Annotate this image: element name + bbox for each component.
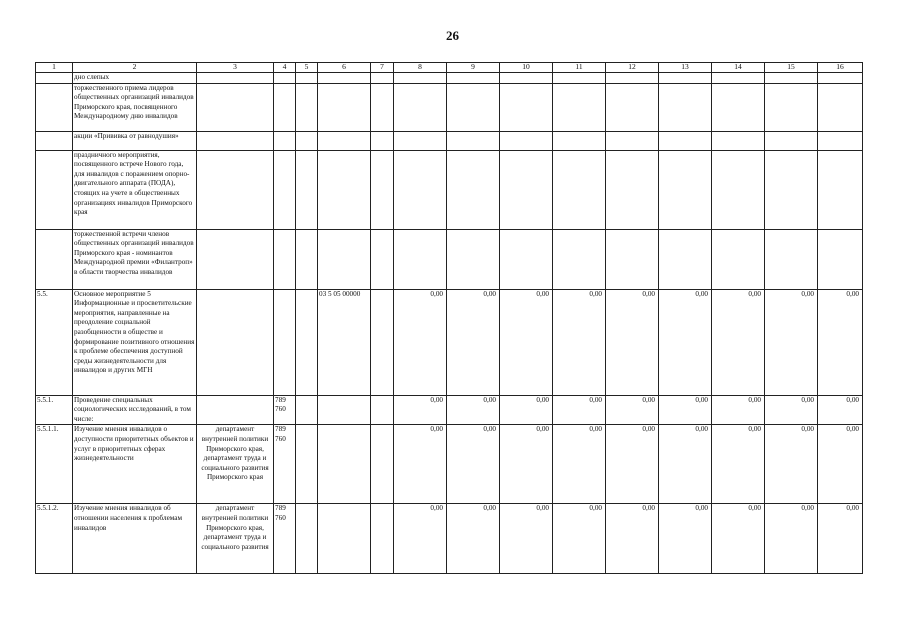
row-column-5: [296, 73, 318, 84]
row-name: Проведение специальных социологических исследований, в том числе:: [73, 395, 197, 425]
row-amount: [447, 150, 500, 229]
table-row: [36, 229, 863, 289]
table-row: [36, 150, 863, 229]
col-header: 4: [274, 63, 296, 73]
row-amount: 0,00: [765, 504, 818, 574]
row-amount: [712, 229, 765, 289]
row-amount: [659, 150, 712, 229]
row-column-4: [274, 83, 296, 131]
row-organization: [197, 150, 274, 229]
row-amount: [553, 83, 606, 131]
row-amount: [765, 73, 818, 84]
col-header: 13: [659, 63, 712, 73]
row-amount: [818, 73, 863, 84]
row-budget-code: [318, 73, 371, 84]
col-header: 6: [318, 63, 371, 73]
row-amount: 0,00: [659, 289, 712, 395]
row-organization: [197, 289, 274, 395]
col-header: 2: [73, 63, 197, 73]
row-amount: 0,00: [606, 289, 659, 395]
row-column-5: [296, 504, 318, 574]
row-amount: [500, 131, 553, 150]
row-column-5: [296, 83, 318, 131]
row-column-7: [371, 504, 394, 574]
row-amount: [765, 83, 818, 131]
row-code: [36, 83, 73, 131]
row-amount: [818, 131, 863, 150]
row-organization: [197, 73, 274, 84]
row-amount: 0,00: [606, 395, 659, 425]
row-amount: 0,00: [394, 289, 447, 395]
program-table: [35, 62, 863, 574]
row-amount: 0,00: [500, 289, 553, 395]
row-column-7: [371, 83, 394, 131]
row-amount: [447, 83, 500, 131]
row-amount: 0,00: [447, 289, 500, 395]
row-organization: [197, 131, 274, 150]
row-column-5: [296, 289, 318, 395]
row-amount: [394, 229, 447, 289]
row-column-4: [274, 131, 296, 150]
row-amount: 0,00: [553, 504, 606, 574]
row-amount: [659, 131, 712, 150]
row-column-5: [296, 150, 318, 229]
row-code: 5.5.1.1.: [36, 425, 73, 504]
row-organization: департамент внутренней политики Приморского края, департамент труда и социального развития: [197, 504, 274, 574]
row-amount: [447, 131, 500, 150]
col-header: 10: [500, 63, 553, 73]
row-column-7: [371, 150, 394, 229]
row-column-7: [371, 425, 394, 504]
row-code: [36, 73, 73, 84]
col-header: 1: [36, 63, 73, 73]
row-amount: 0,00: [553, 425, 606, 504]
row-budget-code: [318, 504, 371, 574]
row-amount: 0,00: [606, 425, 659, 504]
row-column-5: [296, 425, 318, 504]
row-amount: [553, 131, 606, 150]
row-amount: [394, 131, 447, 150]
row-amount: [606, 229, 659, 289]
row-amount: [500, 83, 553, 131]
row-amount: 0,00: [712, 504, 765, 574]
row-budget-code: [318, 229, 371, 289]
row-budget-code: [318, 425, 371, 504]
row-amount: [606, 83, 659, 131]
row-amount: 0,00: [765, 289, 818, 395]
row-column-7: [371, 131, 394, 150]
row-amount: [659, 73, 712, 84]
table-row: [36, 131, 863, 150]
row-amount: 0,00: [712, 289, 765, 395]
row-column-4: [274, 73, 296, 84]
row-name: дно слепых: [73, 73, 197, 84]
row-amount: [712, 131, 765, 150]
row-name: Изучение мнения инвалидов об отношении населения к проблемам инвалидов: [73, 504, 197, 574]
row-amount: 0,00: [818, 289, 863, 395]
row-budget-code: [318, 131, 371, 150]
row-code: [36, 131, 73, 150]
row-amount: 0,00: [818, 395, 863, 425]
row-amount: [712, 150, 765, 229]
table-row: [36, 289, 863, 395]
col-header: 16: [818, 63, 863, 73]
col-header: 15: [765, 63, 818, 73]
table-row: [36, 73, 863, 84]
row-budget-code: [318, 395, 371, 425]
row-amount: [394, 150, 447, 229]
table-row: [36, 425, 863, 504]
row-amount: [394, 83, 447, 131]
row-amount: [553, 229, 606, 289]
row-amount: 0,00: [500, 504, 553, 574]
row-amount: [394, 73, 447, 84]
row-amount: [606, 131, 659, 150]
row-name: Основное мероприятие 5 Информационные и просветительские мероприятия, направленные на преодоление социальной разобщенности в обществе и формирование позитивного отношения к проблеме обеспечения доступной среды жизнедеятельности для инвалидов и других МГН: [73, 289, 197, 395]
row-column-5: [296, 395, 318, 425]
col-header: 3: [197, 63, 274, 73]
row-code: 5.5.: [36, 289, 73, 395]
row-column-5: [296, 131, 318, 150]
row-amount: [818, 150, 863, 229]
row-budget-code: [318, 150, 371, 229]
row-amount: [712, 83, 765, 131]
row-amount: [765, 229, 818, 289]
col-header: 8: [394, 63, 447, 73]
row-name: торжественного приема лидеров общественных организаций инвалидов Приморского края, посвященного Международному дню инвалидов: [73, 83, 197, 131]
row-amount: 0,00: [447, 425, 500, 504]
row-amount: [765, 131, 818, 150]
row-organization: департамент внутренней политики Приморского края, департамент труда и социального развития Приморского края: [197, 425, 274, 504]
row-code: [36, 229, 73, 289]
table-row: [36, 83, 863, 131]
row-name: Изучение мнения инвалидов о доступности приоритетных объектов и услуг в приоритетных сферах жизнедеятельности: [73, 425, 197, 504]
row-organization: [197, 229, 274, 289]
table-row: [36, 395, 863, 425]
row-amount: [447, 229, 500, 289]
row-amount: [712, 73, 765, 84]
row-amount: 0,00: [606, 504, 659, 574]
row-column-5: [296, 229, 318, 289]
row-amount: 0,00: [447, 395, 500, 425]
row-amount: 0,00: [500, 425, 553, 504]
row-code: 5.5.1.: [36, 395, 73, 425]
row-code: 5.5.1.2.: [36, 504, 73, 574]
row-amount: [500, 229, 553, 289]
row-amount: [500, 73, 553, 84]
page-number: 26: [446, 28, 459, 43]
row-amount: 0,00: [818, 425, 863, 504]
row-amount: [553, 73, 606, 84]
row-name: праздничного мероприятия, посвященного встрече Нового года, для инвалидов с поражением опорно-двигательного аппарата (ПОДА), стоящих на учете в общественных организациях инвалидов Приморского края: [73, 150, 197, 229]
col-header: 12: [606, 63, 659, 73]
row-code: [36, 150, 73, 229]
row-column-7: [371, 73, 394, 84]
row-amount: 0,00: [500, 395, 553, 425]
col-header: 7: [371, 63, 394, 73]
col-header: 9: [447, 63, 500, 73]
row-amount: [500, 150, 553, 229]
row-column-4: 789 760: [274, 425, 296, 504]
header-row: [36, 63, 863, 73]
row-amount: [606, 73, 659, 84]
row-amount: 0,00: [659, 395, 712, 425]
row-amount: 0,00: [659, 425, 712, 504]
row-amount: [765, 150, 818, 229]
row-amount: [606, 150, 659, 229]
row-organization: [197, 83, 274, 131]
row-amount: [818, 229, 863, 289]
row-amount: [553, 150, 606, 229]
row-amount: 0,00: [394, 395, 447, 425]
row-column-4: [274, 150, 296, 229]
row-amount: 0,00: [394, 425, 447, 504]
row-column-4: [274, 289, 296, 395]
col-header: 14: [712, 63, 765, 73]
row-column-7: [371, 229, 394, 289]
row-amount: [659, 229, 712, 289]
row-amount: 0,00: [712, 425, 765, 504]
row-column-7: [371, 289, 394, 395]
col-header: 11: [553, 63, 606, 73]
row-column-4: 789 760: [274, 395, 296, 425]
row-column-4: [274, 229, 296, 289]
row-budget-code: 03 5 05 00000: [318, 289, 371, 395]
row-organization: [197, 395, 274, 425]
row-amount: 0,00: [447, 504, 500, 574]
row-amount: 0,00: [553, 289, 606, 395]
row-amount: [818, 83, 863, 131]
row-amount: [447, 73, 500, 84]
row-amount: 0,00: [712, 395, 765, 425]
row-name: акции «Прививка от равнодушия»: [73, 131, 197, 150]
row-amount: 0,00: [765, 395, 818, 425]
row-amount: [659, 83, 712, 131]
col-header: 5: [296, 63, 318, 73]
row-column-4: 789 760: [274, 504, 296, 574]
row-amount: 0,00: [659, 504, 712, 574]
row-amount: 0,00: [394, 504, 447, 574]
table-row: [36, 504, 863, 574]
row-budget-code: [318, 83, 371, 131]
row-name: торжественной встречи членов общественных организаций инвалидов Приморского края - номинантов Международной премии «Филантроп» в области творчества инвалидов: [73, 229, 197, 289]
row-amount: 0,00: [553, 395, 606, 425]
row-amount: 0,00: [765, 425, 818, 504]
row-amount: 0,00: [818, 504, 863, 574]
row-column-7: [371, 395, 394, 425]
